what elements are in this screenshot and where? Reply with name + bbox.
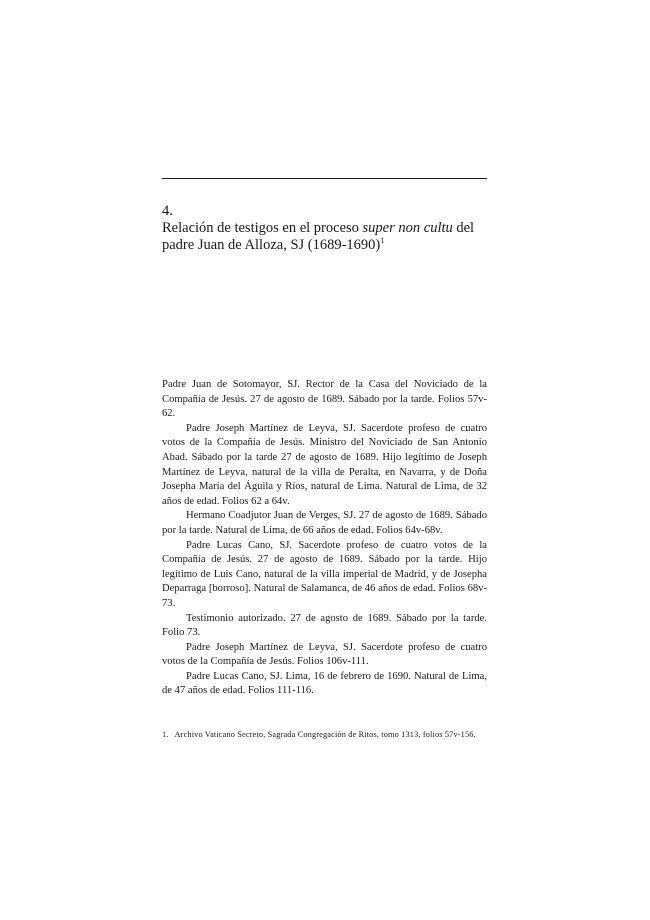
paragraph: Padre Joseph Martínez de Leyva, SJ. Sacerdote profeso de cuatro votos de la Compañía de Jesús. Folios 106v-111. [162,641,487,668]
chapter-title-part2: del padre Juan de Alloza, SJ (1689-1690) [162,220,475,253]
footnote-number: 1. [162,730,169,739]
header-rule [162,178,487,179]
paragraph: Hermano Coadjutor Juan de Verges, SJ. 27 de agosto de 1689. Sábado por la tarde. Natural de Lima, de 66 años de edad. Folios 64v-68v. [162,510,487,536]
chapter-title-italic: super non cultu [362,220,453,236]
chapter-heading [162,203,492,254]
footnote-marker[interactable]: 1 [380,236,385,246]
body-text [162,378,487,699]
paragraph: Padre Juan de Sotomayor, SJ. Rector de la Casa del Noviciado de la Compañía de Jesús. 27 de agosto de 1689. Sábado por la tarde. Folios 57v-62. [162,379,487,420]
paragraph: Testimonio autorizado. 27 de agosto de 1689. Sábado por la tarde. Folio 73. [162,612,487,639]
paragraph: Padre Joseph Martínez de Leyva, SJ. Sacerdote profeso de cuatro votos de la Compañía de Jesús. Ministro del Noviciado de San Antonio Abad. Sábado por la tarde 27 de agosto de 1689. Hijo legítimo de Joseph Martínez de Leyva, natural de la villa de Peralta, en Navarra, y de Doña Josepha María del Águila y Ríos, natural de Lima. Natural de Lima, de 32 años de edad. Folios 62 a 64v. [162,422,487,507]
paragraph: Padre Lucas Cano, SJ. Lima, 16 de febrero de 1690. Natural de Lima, de 47 años de edad. Folios 111-116. [162,670,487,697]
chapter-title-part1: Relación de testigos en el proceso [162,220,363,236]
paragraph: Padre Lucas Cano, SJ. Sacerdote profeso de cuatro votos de la Compañía de Jesús. 27 de agosto de 1689. Sábado por la tarde. Hijo legítimo de Luis Cano, natural de la villa imperial de Madrid, y de Josepha Deparraga [borroso]. Natural de Salamanca, de 46 años de edad. Folios 68v-73. [162,539,487,609]
footnote [162,729,487,740]
footnote-text: Archivo Vaticano Secreto, Sagrada Congregación de Ritos, tomo 1313, folios 57v-156. [174,730,476,739]
chapter-title [162,220,492,254]
chapter-number: 4. [162,203,173,219]
